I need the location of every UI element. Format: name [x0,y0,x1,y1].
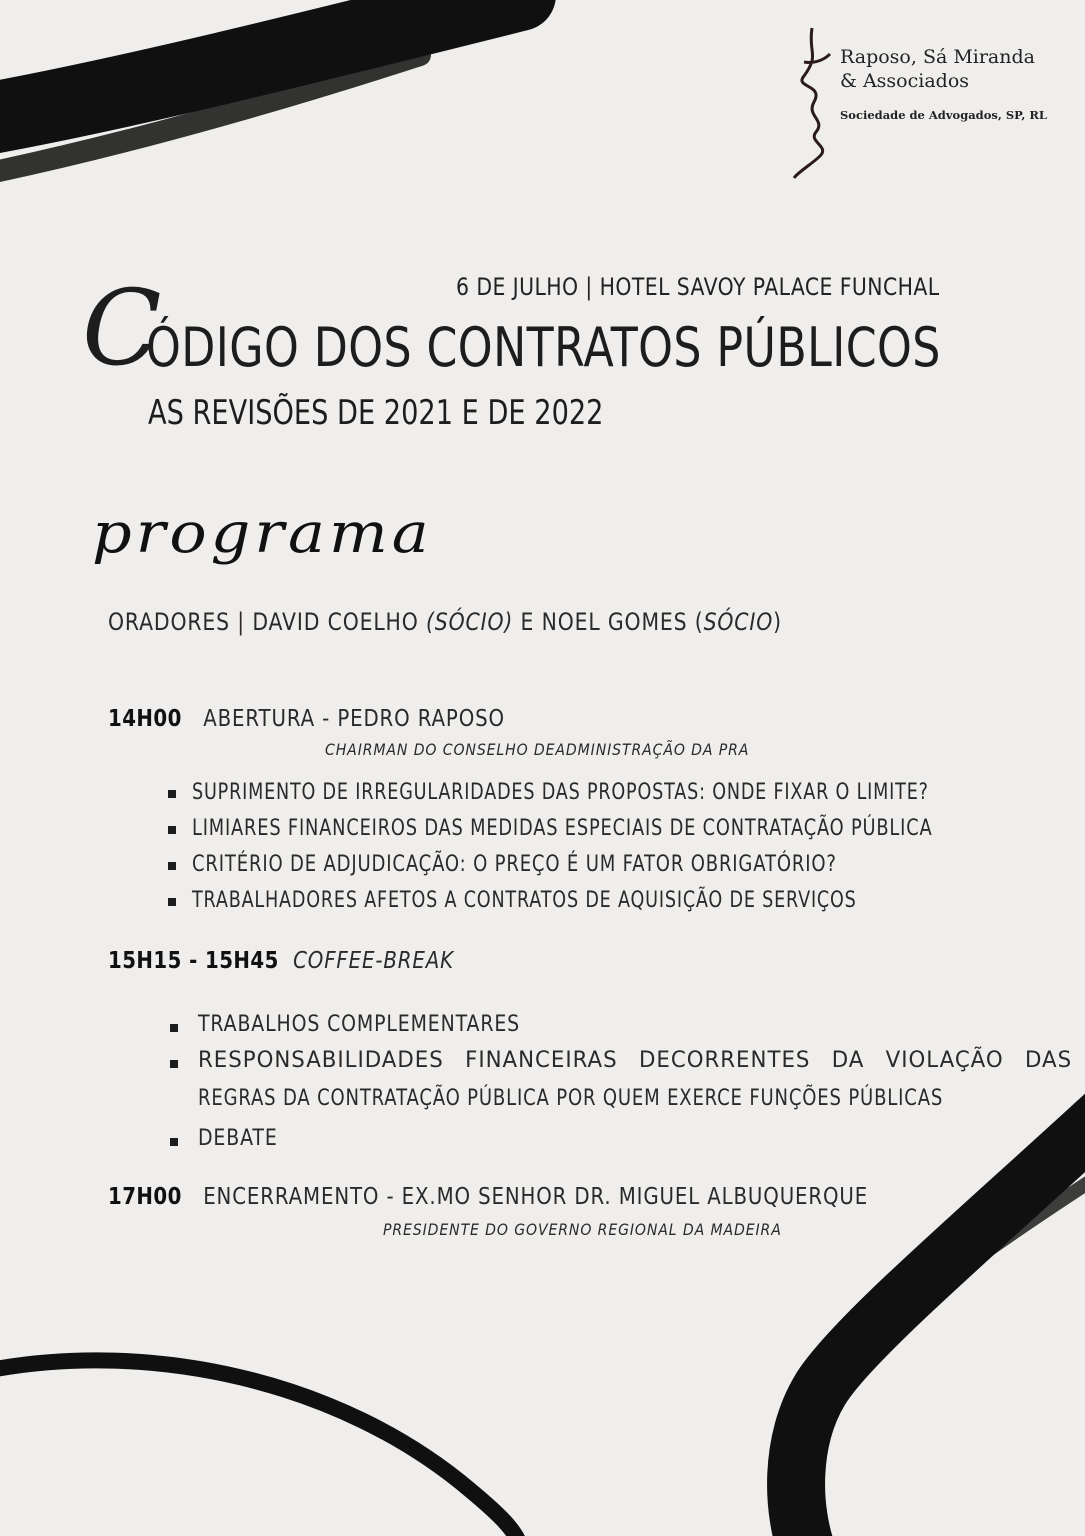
firm-subtitle: Sociedade de Advogados, SP, RL [840,108,1047,122]
speakers-end: ) [773,608,782,636]
bullet-icon [170,1138,178,1146]
speaker2-role: SÓCIO [703,608,774,636]
closing-time: 17H00 [108,1184,182,1210]
event-subtitle: AS REVISÕES DE 2021 E DE 2022 [148,393,604,433]
bullet-icon [168,898,176,906]
opening-role: CHAIRMAN DO CONSELHO DEADMINISTRAÇÃO DA PRA [325,740,750,759]
opening-title: ABERTURA - PEDRO RAPOSO [203,706,505,732]
session1-item: CRITÉRIO DE ADJUDICAÇÃO: O PREÇO É UM FATOR OBRIGATÓRIO? [192,852,837,877]
bullet-icon [170,1024,178,1032]
speakers-prefix: ORADORES | DAVID COELHO [108,608,426,636]
speakers-mid: E NOEL GOMES ( [513,608,704,636]
firm-logo [790,24,1080,194]
closing-role: PRESIDENTE DO GOVERNO REGIONAL DA MADEIRA [383,1220,782,1239]
bullet-icon [170,1060,178,1068]
session1-item: LIMIARES FINANCEIROS DAS MEDIDAS ESPECIAIS DE CONTRATAÇÃO PÚBLICA [192,816,933,841]
schedule-break [108,948,454,974]
event-title: ÓDIGO DOS CONTRATOS PÚBLICOS [146,316,941,379]
title-decorative-initial: C [82,267,162,389]
session2-item: RESPONSABILIDADES FINANCEIRAS DECORRENTES DA VIOLAÇÃO DAS [198,1048,1073,1073]
signature-monogram-icon [790,24,840,184]
firm-name-line2: & Associados [840,70,970,92]
session1-item: SUPRIMENTO DE IRREGULARIDADES DAS PROPOSTAS: ONDE FIXAR O LIMITE? [192,780,929,805]
schedule-opening [108,706,505,732]
session1-item: TRABALHADORES AFETOS A CONTRATOS DE AQUISIÇÃO DE SERVIÇOS [192,888,857,913]
bullet-icon [168,790,176,798]
opening-time: 14H00 [108,706,182,732]
session2-item: TRABALHOS COMPLEMENTARES [198,1012,521,1037]
firm-name-line1: Raposo, Sá Miranda [840,46,1035,68]
break-title: COFFEE-BREAK [293,948,455,974]
programa-heading: programa [92,499,433,566]
speaker1-role: (SÓCIO) [425,608,514,636]
break-time: 15H15 - 15H45 [108,948,279,974]
closing-title: ENCERRAMENTO - EX.MO SENHOR DR. MIGUEL ALBUQUERQUE [203,1184,869,1210]
speakers-line [108,608,782,636]
session2-item-continuation: REGRAS DA CONTRATAÇÃO PÚBLICA POR QUEM EXERCE FUNÇÕES PÚBLICAS [198,1086,944,1111]
schedule-closing [108,1184,868,1210]
bullet-icon [168,862,176,870]
event-date-venue: 6 DE JULHO | HOTEL SAVOY PALACE FUNCHAL [456,273,940,301]
bullet-icon [168,826,176,834]
session2-item: DEBATE [198,1126,278,1151]
